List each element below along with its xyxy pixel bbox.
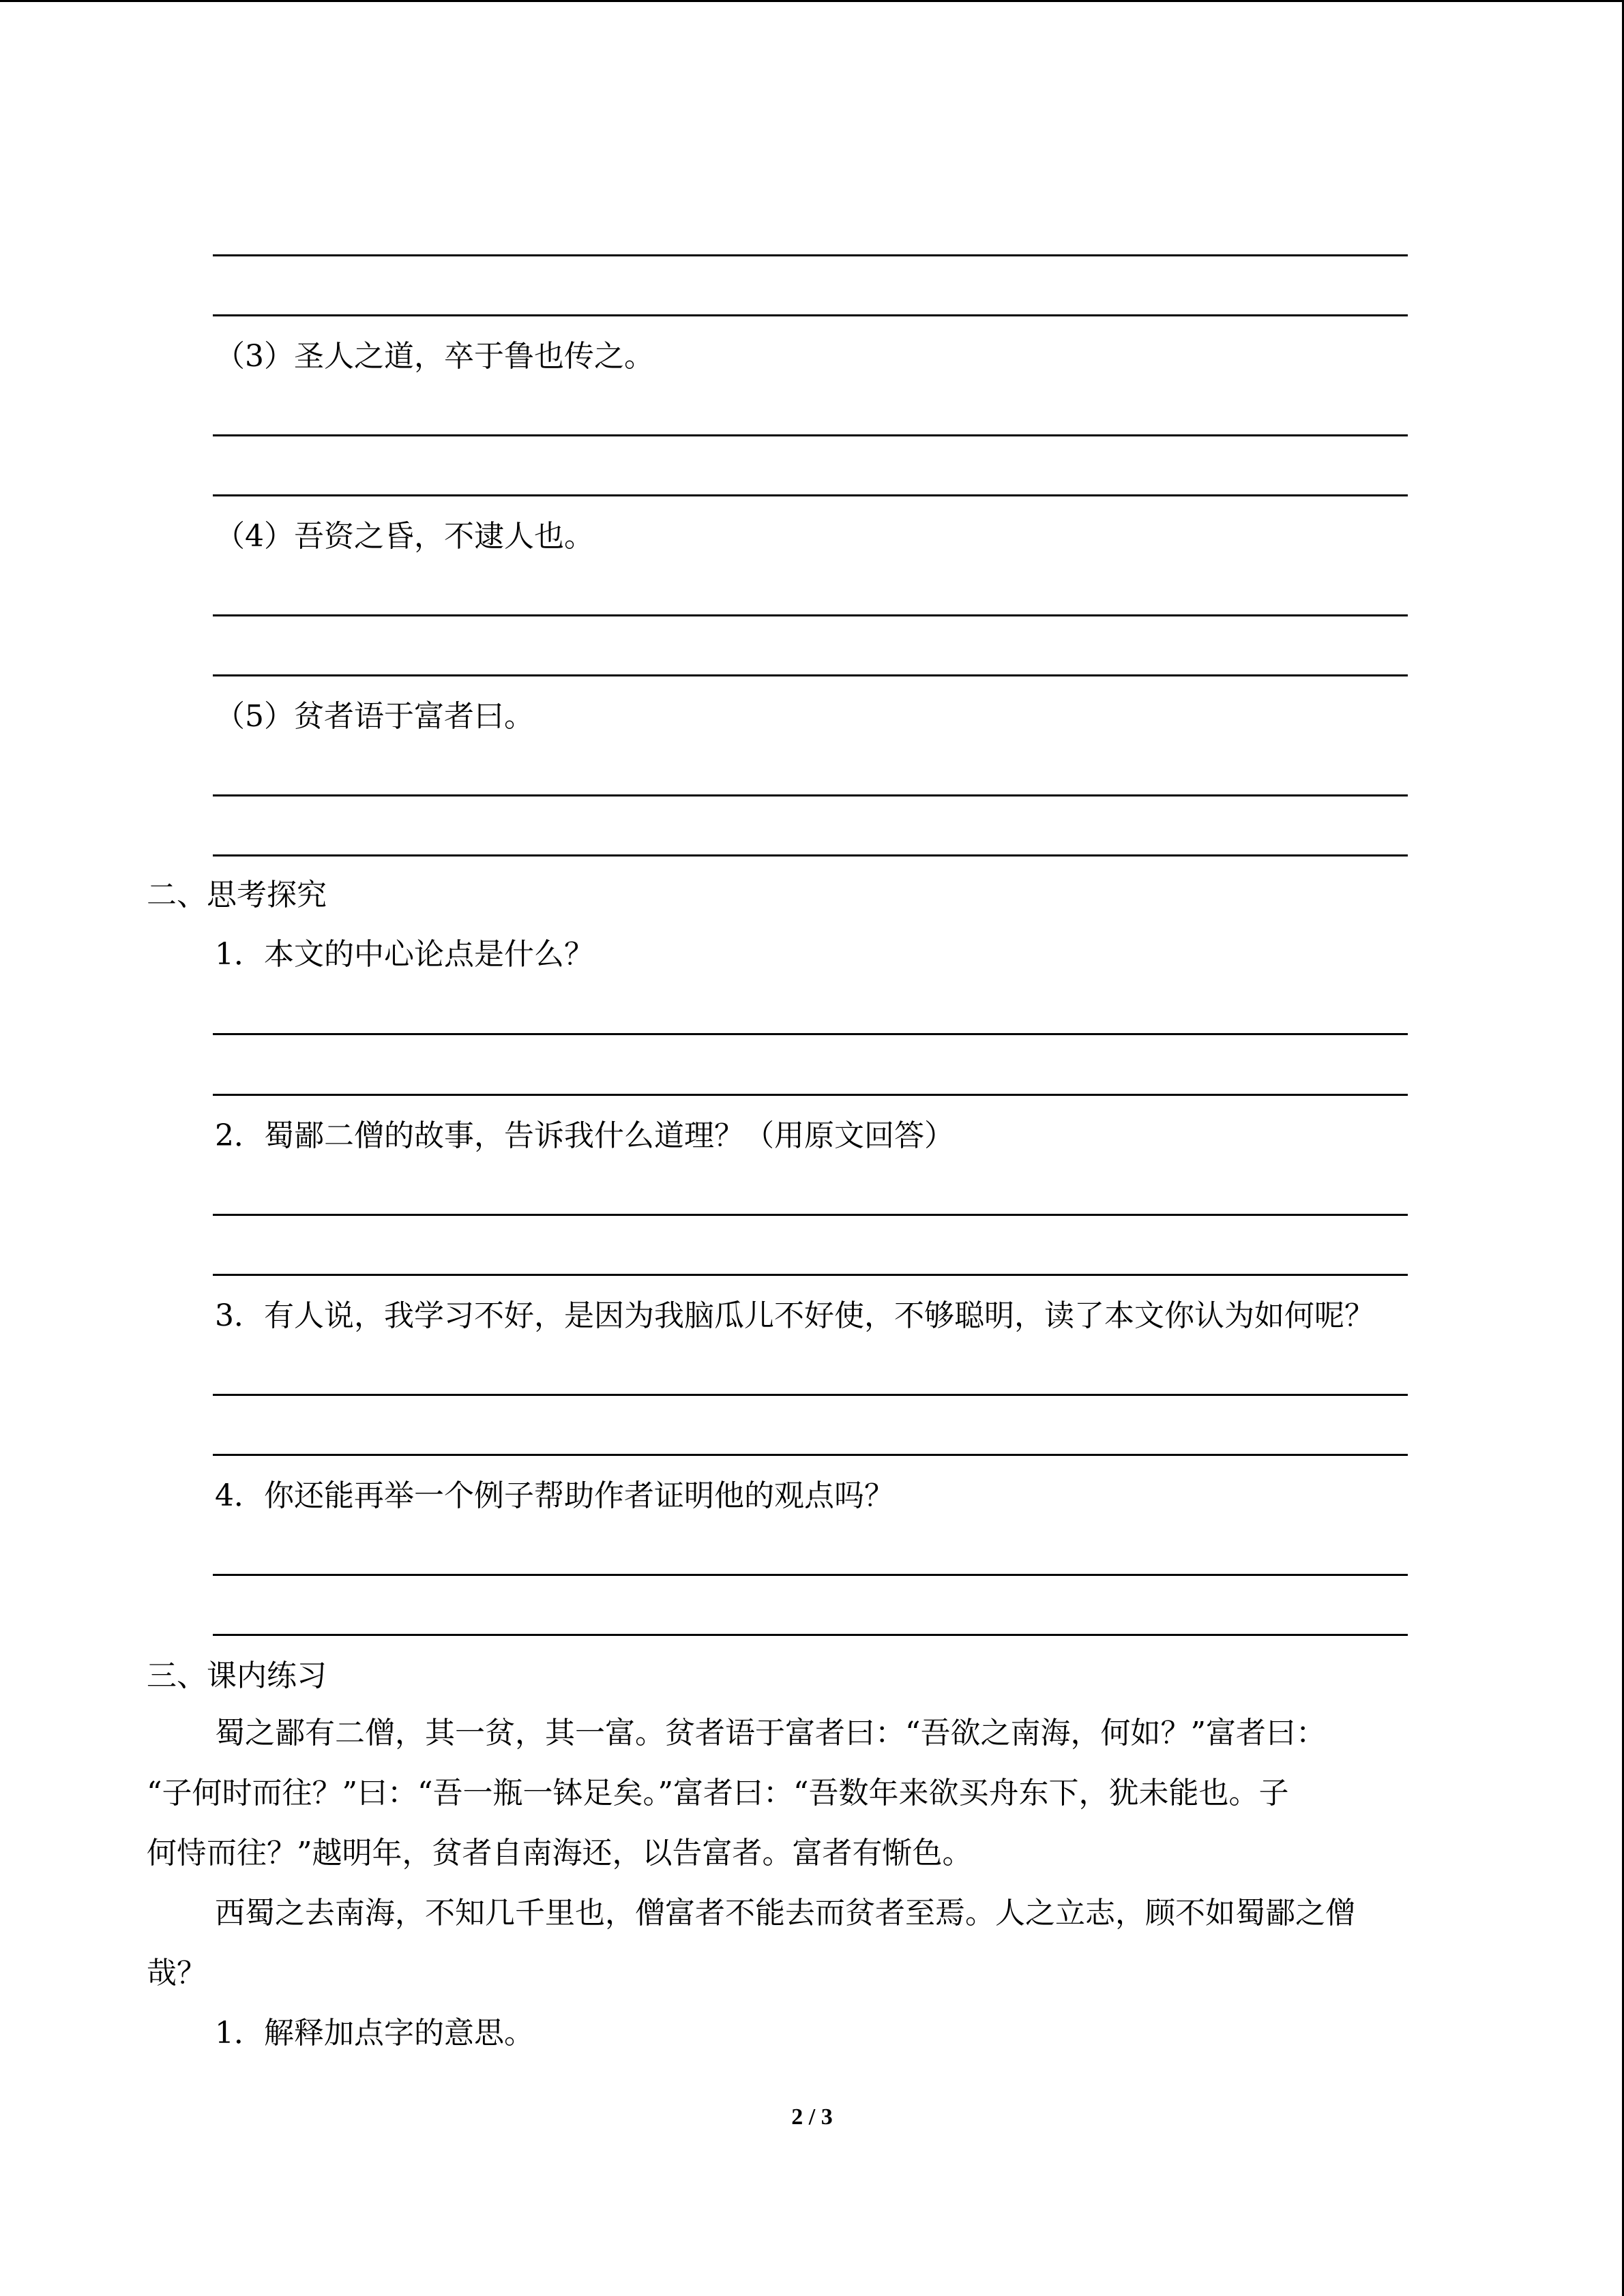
answer-line [213,1574,1408,1576]
think-question-2: 2．蜀鄙二僧的故事，告诉我什么道理？（用原文回答） [215,1118,954,1153]
answer-line [213,1033,1408,1035]
think-question-4: 4．你还能再举一个例子帮助作者证明他的观点吗？ [215,1478,894,1513]
answer-line [213,614,1408,616]
answer-line [213,1214,1408,1216]
section-title-think: 二、思考探究 [147,878,327,912]
page-number: 2 / 3 [791,2104,833,2130]
answer-line [213,1634,1408,1636]
passage-line: “子何时而往？”曰：“吾一瓶一钵足矣。”富者曰：“吾数年来欲买舟东下，犹未能也。子 [147,1776,1289,1810]
exercise-question-1: 1．解释加点字的意思。 [215,2016,534,2051]
answer-line [213,494,1408,496]
passage-line: 何恃而往？”越明年，贫者自南海还，以告富者。富者有惭色。 [147,1836,973,1870]
answer-line [213,254,1408,256]
answer-line [213,314,1408,316]
think-question-3: 3．有人说，我学习不好，是因为我脑瓜儿不好使，不够聪明，读了本文你认为如何呢？ [215,1298,1374,1333]
answer-line [213,854,1408,856]
answer-line [213,1094,1408,1096]
answer-line [213,794,1408,796]
passage-line: 哉？ [147,1956,207,1991]
think-question-1: 1．本文的中心论点是什么？ [215,937,594,972]
question-5: （5）贫者语于富者曰。 [215,699,534,734]
passage-line: 蜀之鄙有二僧，其一贫，其一富。贫者语于富者曰：“吾欲之南海，何如？”富者曰： [215,1716,1326,1750]
question-3: （3）圣人之道，卒于鲁也传之。 [215,339,654,374]
question-4: （4）吾资之昏，不逮人也。 [215,519,594,554]
passage-line: 西蜀之去南海，不知几千里也，僧富者不能去而贫者至焉。人之立志，顾不如蜀鄙之僧 [215,1896,1355,1930]
page-border-top [0,0,1624,2]
section-title-exercise: 三、课内练习 [147,1658,327,1693]
answer-line [213,1394,1408,1396]
answer-line [213,1274,1408,1276]
answer-line [213,434,1408,436]
answer-line [213,1454,1408,1456]
answer-line [213,674,1408,676]
